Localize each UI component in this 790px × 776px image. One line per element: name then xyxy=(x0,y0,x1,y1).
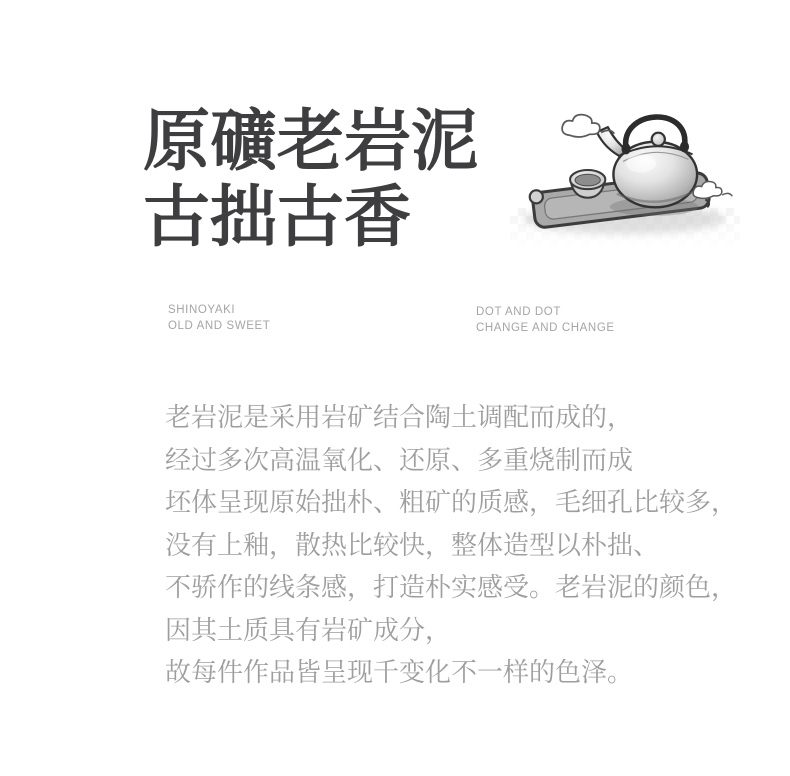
title-line-2: 古拙古香 xyxy=(143,181,411,255)
paragraph-line: 经过多次高温氧化、还原、多重烧制而成 xyxy=(165,445,634,475)
left-caption-line-1: SHINOYAKI xyxy=(168,304,236,316)
description-paragraph xyxy=(165,397,737,695)
right-caption-line-2: CHANGE AND CHANGE xyxy=(476,321,615,334)
right-caption xyxy=(476,305,615,336)
teapot-tray-steam-icon xyxy=(503,86,745,254)
paragraph-line: 没有上釉，散热比较快，整体造型以朴拙、 xyxy=(165,530,660,560)
teapot-illustration xyxy=(503,86,745,254)
paragraph-line: 因其土质具有岩矿成分， xyxy=(165,615,452,645)
paragraph-line: 老岩泥是采用岩矿结合陶土调配而成的， xyxy=(165,403,634,432)
right-caption-line-1: DOT AND DOT xyxy=(476,306,561,318)
left-caption-line-2: OLD AND SWEET xyxy=(168,319,271,332)
paragraph-line: 不骄作的线条感，打造朴实感受。老岩泥的颜色， xyxy=(165,573,738,602)
title-line-1: 原礦老岩泥 xyxy=(143,105,478,179)
paragraph-line: 故每件作品皆呈现千变化不一样的色泽。 xyxy=(165,658,634,687)
paragraph-line: 坯体呈现原始拙朴、粗矿的质感，毛细孔比较多， xyxy=(165,488,738,517)
left-caption xyxy=(168,303,270,334)
page-title xyxy=(143,104,478,256)
